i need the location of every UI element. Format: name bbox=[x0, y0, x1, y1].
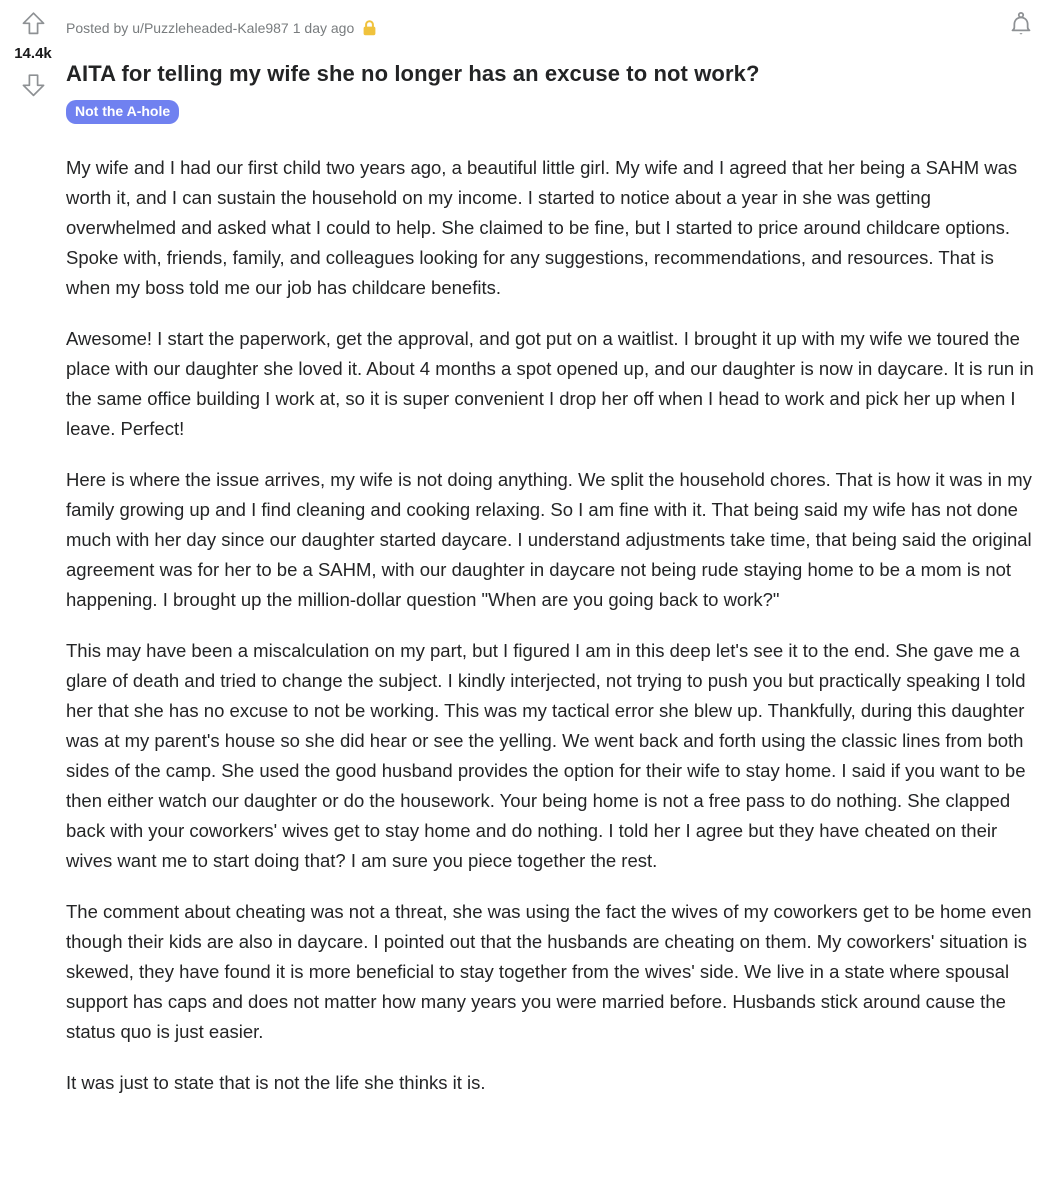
post-paragraph: This may have been a miscalculation on my part, but I figured I am in this deep let's see it to the end. She gave me a glare of death and tried to change the subject. I kindly interjected, not trying to push you but practically speaking I told her that she has no excuse to not be working. This was my tactical error she blew up. Thankfully, during this daughter was at my parent's house so she did hear or see the yelling. We went back and forth using the classic lines from both sides of the camp. She used the good husband provides the option for their wife to stay home. I said if you want to be then either watch our daughter or do the housework. Your being home is not a free pass to do nothing. She clapped back with your coworkers' wives get to stay home and do nothing. I told her I agree but they have cheated on their wives want me to start doing that? I am sure you piece together the rest. bbox=[66, 640, 1026, 871]
upvote-icon bbox=[19, 9, 48, 38]
flair-badge[interactable]: Not the A-hole bbox=[66, 100, 179, 124]
post-paragraph: The comment about cheating was not a threat, she was using the fact the wives of my coworkers get to be home even though their kids are also in daycare. I pointed out that the husbands are cheating on them. My coworkers' situation is skewed, they have found it is more beneficial to stay together from the wives' side. We live in a state where spousal support has caps and does not matter how many years you were married before. Husbands stick around cause the status quo is just easier. bbox=[66, 901, 1032, 1042]
posted-by-label: Posted by bbox=[66, 19, 129, 36]
post-title: AITA for telling my wife she no longer has an excuse to not work? bbox=[66, 61, 760, 86]
notification-bell-button[interactable] bbox=[1007, 10, 1035, 45]
downvote-button[interactable] bbox=[18, 70, 48, 100]
post-body bbox=[66, 153, 1041, 1098]
vote-column bbox=[0, 0, 66, 100]
locked-post-icon bbox=[361, 19, 378, 37]
post-content bbox=[66, 0, 1057, 1118]
upvote-button[interactable] bbox=[18, 8, 48, 38]
bell-icon bbox=[1007, 10, 1035, 45]
post-timestamp: 1 day ago bbox=[292, 19, 355, 36]
post-paragraph: Awesome! I start the paperwork, get the approval, and got put on a waitlist. I brought it up with my wife we toured the place with our daughter she loved it. About 4 months a spot opened up, and our daughter is now in daycare. It is run in the same office building I work at, so it is super convenient I drop her off when I head to work and pick her up when I leave. Perfect! bbox=[66, 328, 1034, 439]
post-paragraph: My wife and I had our first child two years ago, a beautiful little girl. My wife and I agreed that her being a SAHM was worth it, and I can sustain the household on my income. I started to notice about a year in she was getting overwhelmed and asked what I could to help. She claimed to be fine, but I started to price around childcare options. Spoke with, friends, family, and colleagues looking for any suggestions, recommendations, and resources. That is when my boss told me our job has childcare benefits. bbox=[66, 157, 1018, 298]
author-link[interactable]: u/Puzzleheaded-Kale987 bbox=[132, 19, 289, 36]
post-paragraph: Here is where the issue arrives, my wife is not doing anything. We split the household chores. That is how it was in my family growing up and I find cleaning and cooking relaxing. So I am fine with it. That being said my wife has not done much with her day since our daughter started daycare. I understand adjustments take time, that being said the original agreement was for her to be a SAHM, with our daughter in daycare not being rude staying home to be a mom is not happening. I brought up the million-dollar question "When are you going back to work?" bbox=[66, 469, 1032, 610]
downvote-icon bbox=[19, 71, 48, 100]
post-paragraph: It was just to state that is not the life she thinks it is. bbox=[66, 1072, 486, 1093]
post-meta bbox=[66, 10, 1041, 45]
vote-score: 14.4k bbox=[14, 45, 52, 62]
